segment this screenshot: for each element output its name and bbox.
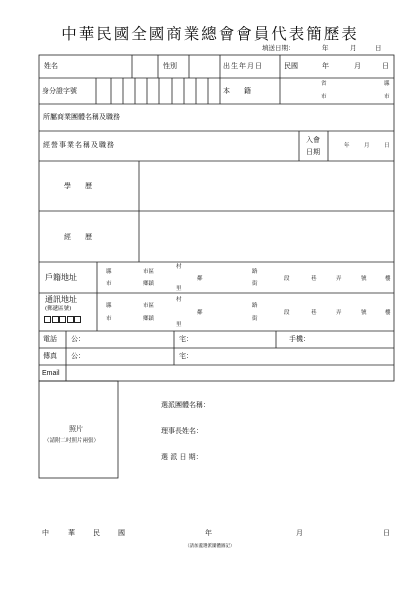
footer-roc-2: 華 <box>68 529 75 537</box>
elect-date-label: 選 派 日 期： <box>161 453 203 461</box>
mailing-jie: 街 <box>252 316 258 322</box>
fill-date-month: 月 <box>350 44 357 52</box>
birth-month: 月 <box>354 62 361 70</box>
household-shiqu: 市區 <box>143 269 155 275</box>
mailing-xian: 縣 <box>106 303 112 309</box>
mailing-duan: 段 <box>284 310 290 316</box>
footer-roc-3: 民 <box>93 529 100 537</box>
chair-name-label: 理事長姓名： <box>161 427 203 435</box>
name-label: 姓名 <box>44 62 58 70</box>
footer-day: 日 <box>383 529 390 537</box>
org-label: 所屬商業團體名稱及職務 <box>43 113 120 121</box>
fill-date-day: 日 <box>375 44 382 52</box>
postal-label: (郵遞區號) <box>45 306 72 312</box>
origin-city2: 市 <box>384 94 390 100</box>
footer-roc-4: 國 <box>118 529 125 537</box>
phone-mobile: 手機： <box>289 335 310 343</box>
birth-label: 出生年月日 <box>223 62 263 70</box>
phone-label: 電話 <box>43 335 57 343</box>
mailing-shi: 市 <box>106 316 112 322</box>
business-label: 經營事業名稱及職務 <box>43 141 115 149</box>
mailing-xiang: 巷 <box>311 310 317 316</box>
elect-org-label: 選派團體名稱： <box>161 401 210 409</box>
phone-home: 宅： <box>179 335 193 343</box>
fill-date-year: 年 <box>322 44 329 52</box>
mailing-lin: 鄰 <box>197 310 203 316</box>
origin-county: 縣 <box>384 81 390 87</box>
email-label: Email <box>42 370 60 377</box>
household-label: 戶籍地址 <box>45 273 77 282</box>
fill-date-label: 填送日期： <box>262 44 295 52</box>
birth-year: 年 <box>322 62 329 70</box>
mailing-lou: 樓 <box>385 310 391 316</box>
household-xiangzhen: 鄉鎮 <box>143 281 155 287</box>
fax-label: 傳真 <box>43 352 57 360</box>
roc-label: 民國 <box>284 62 298 70</box>
fax-office: 公： <box>71 352 85 360</box>
mailing-nong: 弄 <box>336 310 342 316</box>
household-lin: 鄰 <box>197 276 203 282</box>
join-day: 日 <box>384 143 390 149</box>
household-lu: 路 <box>252 269 258 275</box>
education-label: 學 歷 <box>64 182 92 190</box>
footer-month: 月 <box>296 529 303 537</box>
footer-seal-note: （請加蓋選派團體圖記） <box>185 544 235 549</box>
mailing-lu: 路 <box>252 303 258 309</box>
photo-label: 照片 <box>69 425 83 433</box>
experience-label: 經 歷 <box>64 233 92 241</box>
join-month: 月 <box>364 143 370 149</box>
household-duan: 段 <box>284 276 290 282</box>
origin-province: 省 <box>321 81 327 87</box>
footer-year: 年 <box>205 529 212 537</box>
photo-note: （請附二吋照片兩張） <box>44 438 100 444</box>
gender-label: 性別 <box>163 62 177 70</box>
household-xian: 縣 <box>106 269 112 275</box>
household-lou: 樓 <box>385 276 391 282</box>
birth-day: 日 <box>382 62 389 70</box>
join-year: 年 <box>344 143 350 149</box>
origin-city1: 市 <box>321 94 327 100</box>
postal-code-boxes[interactable] <box>44 316 82 323</box>
household-jie: 街 <box>252 281 258 287</box>
mailing-hao: 號 <box>361 310 367 316</box>
origin-label: 本 籍 <box>223 87 251 95</box>
household-xiang: 巷 <box>311 276 317 282</box>
household-li: 里 <box>176 286 182 292</box>
household-cun: 村 <box>176 264 182 270</box>
footer-roc-1: 中 <box>42 529 49 537</box>
id-label: 身分證字號 <box>42 87 77 95</box>
join-label-2: 日期 <box>306 148 320 156</box>
household-hao: 號 <box>361 276 367 282</box>
mailing-shiqu: 市區 <box>143 303 155 309</box>
form-title: 中華民國全國商業總會會員代表簡歷表 <box>61 25 359 43</box>
mailing-xiangzhen: 鄉鎮 <box>143 316 155 322</box>
mailing-label: 通訊地址 <box>45 295 77 304</box>
household-shi: 市 <box>106 281 112 287</box>
mailing-li: 里 <box>176 322 182 328</box>
household-nong: 弄 <box>336 276 342 282</box>
phone-office: 公： <box>71 335 85 343</box>
join-label-1: 入會 <box>306 136 320 144</box>
fax-home: 宅： <box>179 352 193 360</box>
mailing-cun: 村 <box>176 297 182 303</box>
